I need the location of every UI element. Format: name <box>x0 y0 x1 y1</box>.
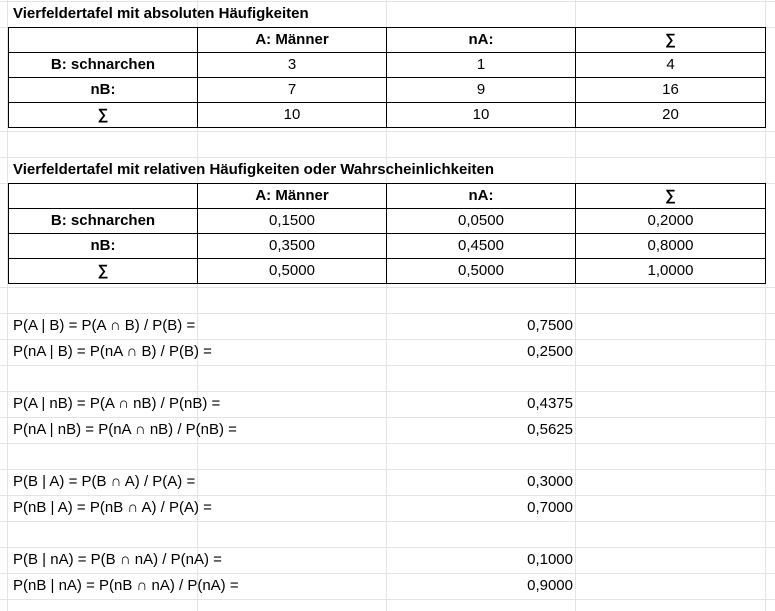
formula-row <box>0 391 775 417</box>
table-cell[interactable]: 3 <box>198 53 387 78</box>
table-cell[interactable]: 1,0000 <box>576 259 766 284</box>
table-cell[interactable]: 16 <box>576 78 766 103</box>
header-cell[interactable]: ∑ <box>576 184 766 209</box>
gridline <box>0 131 775 132</box>
row-label-cell[interactable]: ∑ <box>9 259 198 284</box>
formula-value[interactable]: 0,4375 <box>527 395 573 412</box>
row-label-cell[interactable]: nB: <box>9 234 198 259</box>
absolute-table-title[interactable]: Vierfeldertafel mit absoluten Häufigkeiten <box>13 5 309 22</box>
gridline <box>0 521 775 522</box>
formula-row <box>0 547 775 573</box>
formula-row <box>0 339 775 365</box>
formula-row <box>0 495 775 521</box>
header-cell[interactable] <box>9 28 198 53</box>
table-cell[interactable]: 4 <box>576 53 766 78</box>
table-row <box>9 78 766 103</box>
formula-label[interactable]: P(B | A) = P(B ∩ A) / P(A) = <box>13 473 196 490</box>
row-label-cell[interactable]: B: schnarchen <box>9 209 198 234</box>
row-label-cell[interactable]: ∑ <box>9 103 198 128</box>
gridline <box>0 365 775 366</box>
table-cell[interactable]: 0,4500 <box>387 234 576 259</box>
table-cell[interactable]: 0,5000 <box>198 259 387 284</box>
table-cell[interactable]: 20 <box>576 103 766 128</box>
table-cell[interactable]: 0,1500 <box>198 209 387 234</box>
table-header-row <box>9 184 766 209</box>
formula-value[interactable]: 0,9000 <box>527 577 573 594</box>
table-row <box>9 53 766 78</box>
row-label-cell[interactable]: nB: <box>9 78 198 103</box>
header-cell[interactable]: A: Männer <box>198 184 387 209</box>
formula-label[interactable]: P(B | nA) = P(B ∩ nA) / P(nA) = <box>13 551 222 568</box>
table-cell[interactable]: 0,8000 <box>576 234 766 259</box>
table-cell[interactable]: 9 <box>387 78 576 103</box>
table-cell[interactable]: 10 <box>387 103 576 128</box>
table-row <box>9 103 766 128</box>
formula-value[interactable]: 0,7500 <box>527 317 573 334</box>
formula-row <box>0 417 775 443</box>
table-cell[interactable]: 7 <box>198 78 387 103</box>
formula-label[interactable]: P(nA | B) = P(nA ∩ B) / P(B) = <box>13 343 212 360</box>
table-cell[interactable]: 0,0500 <box>387 209 576 234</box>
formula-value[interactable]: 0,5625 <box>527 421 573 438</box>
formula-row <box>0 469 775 495</box>
relative-frequency-table <box>8 183 766 284</box>
table-row <box>9 234 766 259</box>
table-row <box>9 209 766 234</box>
relative-table-title[interactable]: Vierfeldertafel mit relativen Häufigkeiten oder Wahrscheinlichkeiten <box>13 161 494 178</box>
header-cell[interactable] <box>9 184 198 209</box>
table-cell[interactable]: 10 <box>198 103 387 128</box>
table-header-row <box>9 28 766 53</box>
formula-label[interactable]: P(nB | nA) = P(nB ∩ nA) / P(nA) = <box>13 577 239 594</box>
gridline <box>0 287 775 288</box>
formula-label[interactable]: P(nB | A) = P(nB ∩ A) / P(A) = <box>13 499 212 516</box>
formula-label[interactable]: P(A | nB) = P(A ∩ nB) / P(nB) = <box>13 395 221 412</box>
formula-row <box>0 573 775 599</box>
header-cell[interactable]: nA: <box>387 184 576 209</box>
formula-label[interactable]: P(A | B) = P(A ∩ B) / P(B) = <box>13 317 196 334</box>
gridline <box>0 599 775 600</box>
gridline <box>0 443 775 444</box>
absolute-frequency-table <box>8 27 766 128</box>
header-cell[interactable]: ∑ <box>576 28 766 53</box>
formula-value[interactable]: 0,7000 <box>527 499 573 516</box>
formula-label[interactable]: P(nA | nB) = P(nA ∩ nB) / P(nB) = <box>13 421 237 438</box>
header-cell[interactable]: nA: <box>387 28 576 53</box>
table-cell[interactable]: 0,5000 <box>387 259 576 284</box>
table-cell[interactable]: 0,2000 <box>576 209 766 234</box>
header-cell[interactable]: A: Männer <box>198 28 387 53</box>
row-label-cell[interactable]: B: schnarchen <box>9 53 198 78</box>
formula-value[interactable]: 0,1000 <box>527 551 573 568</box>
table-row <box>9 259 766 284</box>
table-cell[interactable]: 0,3500 <box>198 234 387 259</box>
table-cell[interactable]: 1 <box>387 53 576 78</box>
formula-row <box>0 313 775 339</box>
formula-value[interactable]: 0,3000 <box>527 473 573 490</box>
formula-value[interactable]: 0,2500 <box>527 343 573 360</box>
